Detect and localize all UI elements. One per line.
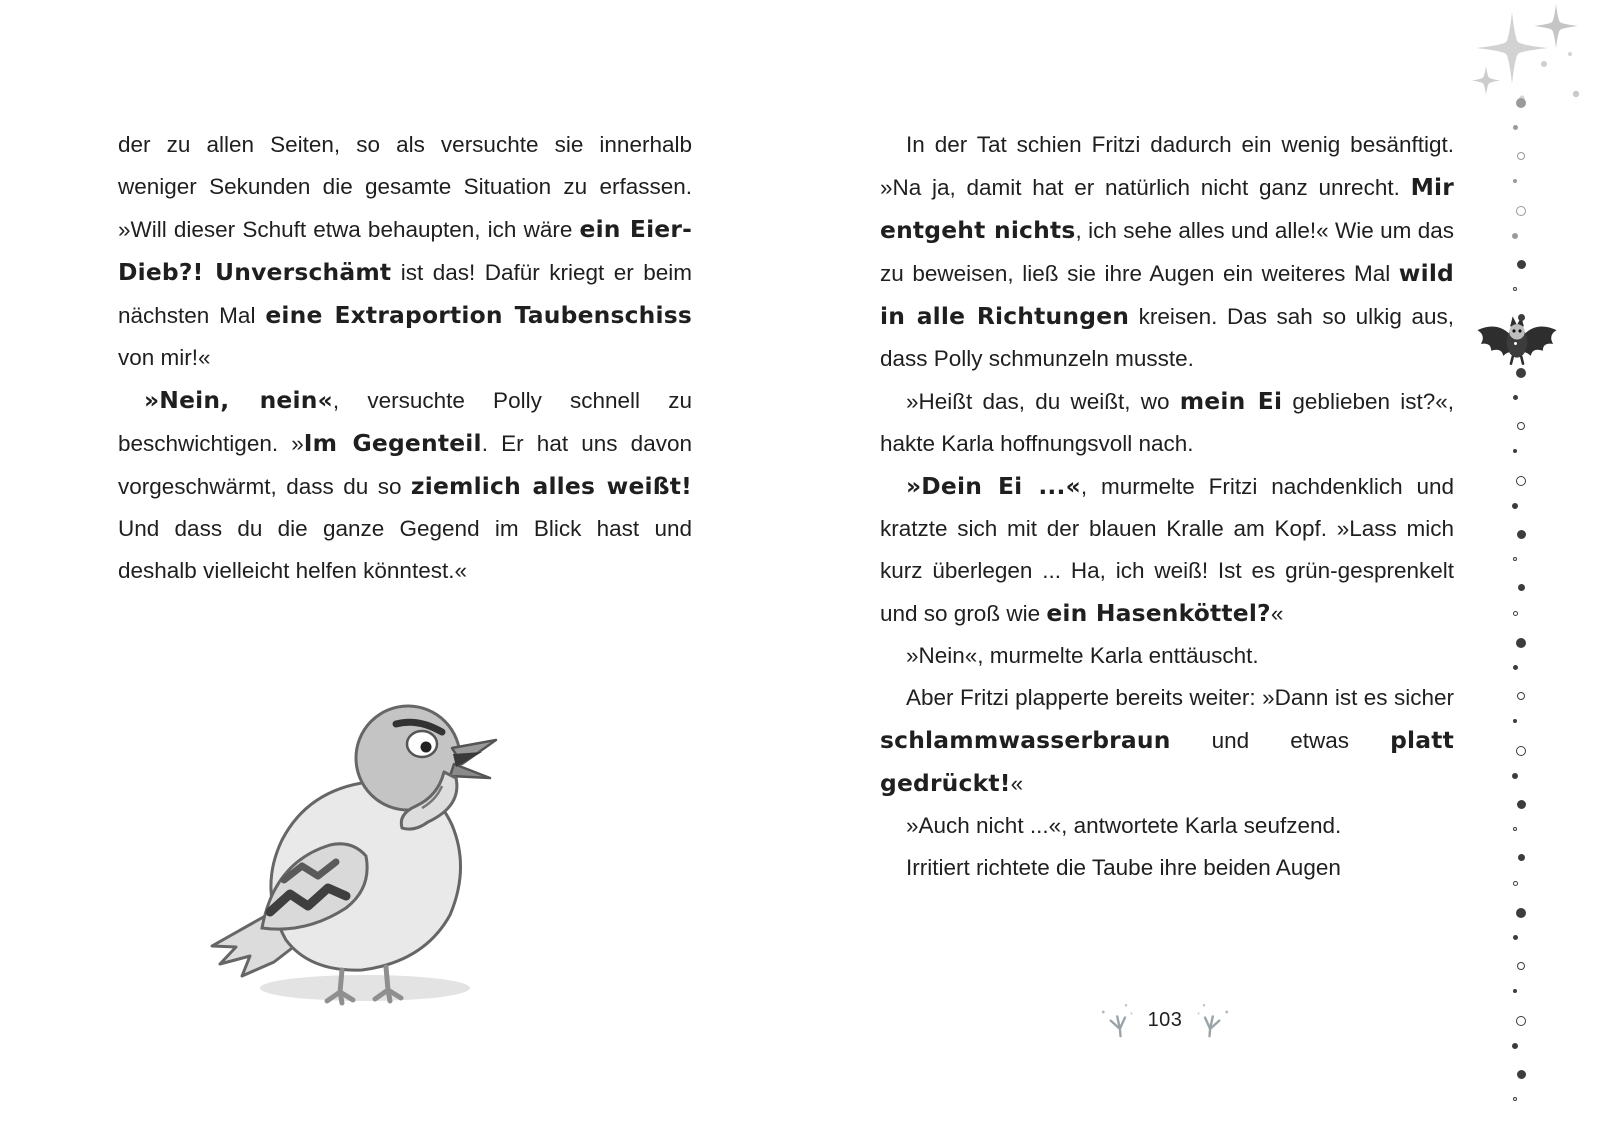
- border-dot: [1513, 125, 1518, 130]
- text-run: geblieben ist?«, hakte Karla hoffnungsvoll nach.: [880, 389, 1454, 456]
- bold-text-run: ein Eier-Dieb?! Unverschämt: [118, 215, 692, 286]
- border-dot: [1516, 638, 1526, 648]
- bat-icon: [1474, 308, 1560, 378]
- footprint-dot: [1198, 1012, 1200, 1014]
- border-dot: [1517, 962, 1525, 970]
- bird-footprint-icon: [1189, 996, 1236, 1043]
- border-dot: [1513, 665, 1518, 670]
- paragraph: [880, 805, 1454, 847]
- paragraph: [880, 380, 1454, 465]
- border-dot: [1513, 935, 1518, 940]
- sparkle-dot: [1541, 61, 1547, 67]
- text-run: , ich sehe alles und alle!« Wie um das zu beweisen, ließ sie ihre Augen ein weiteres Mal: [880, 218, 1455, 286]
- text-run: »Nein«, murmelte Karla enttäuscht.: [906, 643, 1259, 668]
- text-run: »Heißt das, du weißt, wo: [906, 389, 1180, 414]
- bold-text-run: wild in alle Richtungen: [880, 259, 1454, 330]
- border-dot: [1513, 827, 1517, 831]
- border-dot: [1518, 584, 1525, 591]
- border-dot: [1512, 773, 1518, 779]
- border-dot: [1517, 260, 1526, 269]
- bat-feet: [1511, 357, 1523, 364]
- bat-eye: [1518, 329, 1521, 332]
- sparkle-dot: [1573, 91, 1579, 97]
- border-dot: [1517, 692, 1525, 700]
- footprint-dot: [1203, 1004, 1206, 1007]
- pigeon-pupil: [421, 742, 432, 753]
- text-run: Irritiert richtete die Taube ihre beiden Augen: [906, 855, 1341, 880]
- paragraph: [880, 465, 1454, 635]
- bold-text-run: »Nein, nein«: [144, 386, 333, 414]
- left-page-text: [118, 124, 692, 592]
- sparkle-dot: [1519, 95, 1524, 100]
- paragraph: [118, 124, 692, 379]
- text-run: Aber Fritzi plapperte bereits weiter: »Dann ist es sicher: [906, 685, 1454, 710]
- paragraph: [880, 677, 1454, 805]
- text-run: , murmelte Fritzi nachdenklich und kratzte sich mit der blauen Kralle am Kopf. »Lass mich kurz überlegen ... Ha, ich weiß! Ist es grün-gesprenkelt und so groß wie: [880, 474, 1454, 626]
- border-dot: [1517, 152, 1525, 160]
- sparkle-dot: [1568, 52, 1572, 56]
- text-run: »Auch nicht ...«, antwortete Karla seufzend.: [906, 813, 1342, 838]
- paragraph: [880, 635, 1454, 677]
- footprint-dot: [1130, 1012, 1132, 1014]
- border-dot: [1513, 719, 1517, 723]
- page-footer: [1075, 995, 1255, 1045]
- border-dot: [1513, 179, 1517, 183]
- bold-text-run: eine Extraportion Taubenschiss: [265, 301, 692, 329]
- bold-text-run: Mir entgeht nichts: [880, 173, 1454, 244]
- border-dot: [1513, 881, 1518, 886]
- border-dot: [1513, 287, 1517, 291]
- border-dot: [1517, 422, 1525, 430]
- bat-face: [1509, 324, 1524, 339]
- border-dot: [1513, 557, 1517, 561]
- border-dot: [1513, 449, 1517, 453]
- text-run: «: [1270, 601, 1284, 626]
- bold-text-run: Im Gegenteil: [303, 429, 482, 457]
- bold-text-run: ziemlich alles weißt!: [410, 472, 692, 500]
- text-run: . Er hat uns davon vorgeschwärmt, dass du so: [118, 431, 692, 499]
- sparkle-small: [1472, 66, 1500, 95]
- page-number: 103: [1147, 1008, 1183, 1031]
- text-run: kreisen. Das sah so ulkig aus, dass Polly schmunzeln musste.: [880, 304, 1454, 371]
- text-run: Und dass du die ganze Gegend im Blick hast und deshalb vielleicht helfen könntest.«: [118, 516, 692, 583]
- text-run: «: [1010, 771, 1024, 796]
- footprint-dot: [1124, 1004, 1127, 1007]
- paragraph: [880, 847, 1454, 889]
- border-dot: [1516, 1016, 1526, 1026]
- sparkle-cluster-svg: [1452, 2, 1592, 122]
- pigeon-illustration: [190, 640, 530, 1010]
- border-dot: [1513, 395, 1518, 400]
- border-dot: [1512, 233, 1518, 239]
- border-dot: [1517, 800, 1526, 809]
- text-run: und etwas: [1170, 728, 1391, 753]
- border-dot: [1516, 908, 1526, 918]
- border-dot: [1517, 530, 1526, 539]
- border-dot: [1513, 1097, 1517, 1101]
- border-dot: [1513, 611, 1518, 616]
- footprint-toes: [1202, 1015, 1220, 1038]
- text-run: In der Tat schien Fritzi dadurch ein wenig besänftigt. »Na ja, damit hat er natürlich nicht ganz unrecht.: [880, 132, 1454, 200]
- text-run: der zu allen Seiten, so als versuchte sie innerhalb weniger Sekunden die gesamte Situation zu erfassen. »Will dieser Schuft etwa behaupten, ich wäre: [118, 132, 692, 242]
- border-dot: [1516, 746, 1526, 756]
- bold-text-run: mein Ei: [1179, 387, 1283, 415]
- right-page-text: [880, 124, 1454, 889]
- paragraph: [880, 124, 1454, 380]
- bat-eye: [1512, 329, 1515, 332]
- bold-text-run: schlammwasserbraun: [880, 726, 1171, 754]
- bold-text-run: ein Hasenköttel?: [1046, 599, 1271, 627]
- sparkle-medium: [1534, 4, 1578, 48]
- border-dot: [1516, 476, 1526, 486]
- text-run: ist das! Dafür kriegt er beim nächsten Mal: [118, 260, 692, 328]
- paragraph: [118, 379, 692, 592]
- bold-text-run: »Dein Ei ...«: [906, 472, 1081, 500]
- border-dot: [1513, 989, 1517, 993]
- bat-icon-svg: [1474, 308, 1560, 378]
- bold-text-run: platt gedrückt!: [880, 726, 1454, 797]
- border-dot: [1512, 1043, 1518, 1049]
- border-dot: [1516, 206, 1526, 216]
- pigeon-shadow: [260, 975, 470, 1001]
- pigeon-illustration-svg: [190, 640, 530, 1010]
- sparkle-cluster-icon: [1452, 2, 1592, 122]
- bird-footprint-icon: [1094, 996, 1141, 1043]
- pigeon-mouth: [453, 752, 482, 767]
- border-dot: [1518, 854, 1525, 861]
- footprint-toes: [1110, 1015, 1128, 1038]
- border-dot: [1517, 1070, 1526, 1079]
- text-run: , versuchte Polly schnell zu beschwichtigen. »: [118, 388, 693, 456]
- border-dot: [1512, 503, 1518, 509]
- footprint-dot: [1225, 1010, 1228, 1013]
- footprint-dot: [1101, 1010, 1104, 1013]
- text-run: von mir!«: [118, 345, 211, 370]
